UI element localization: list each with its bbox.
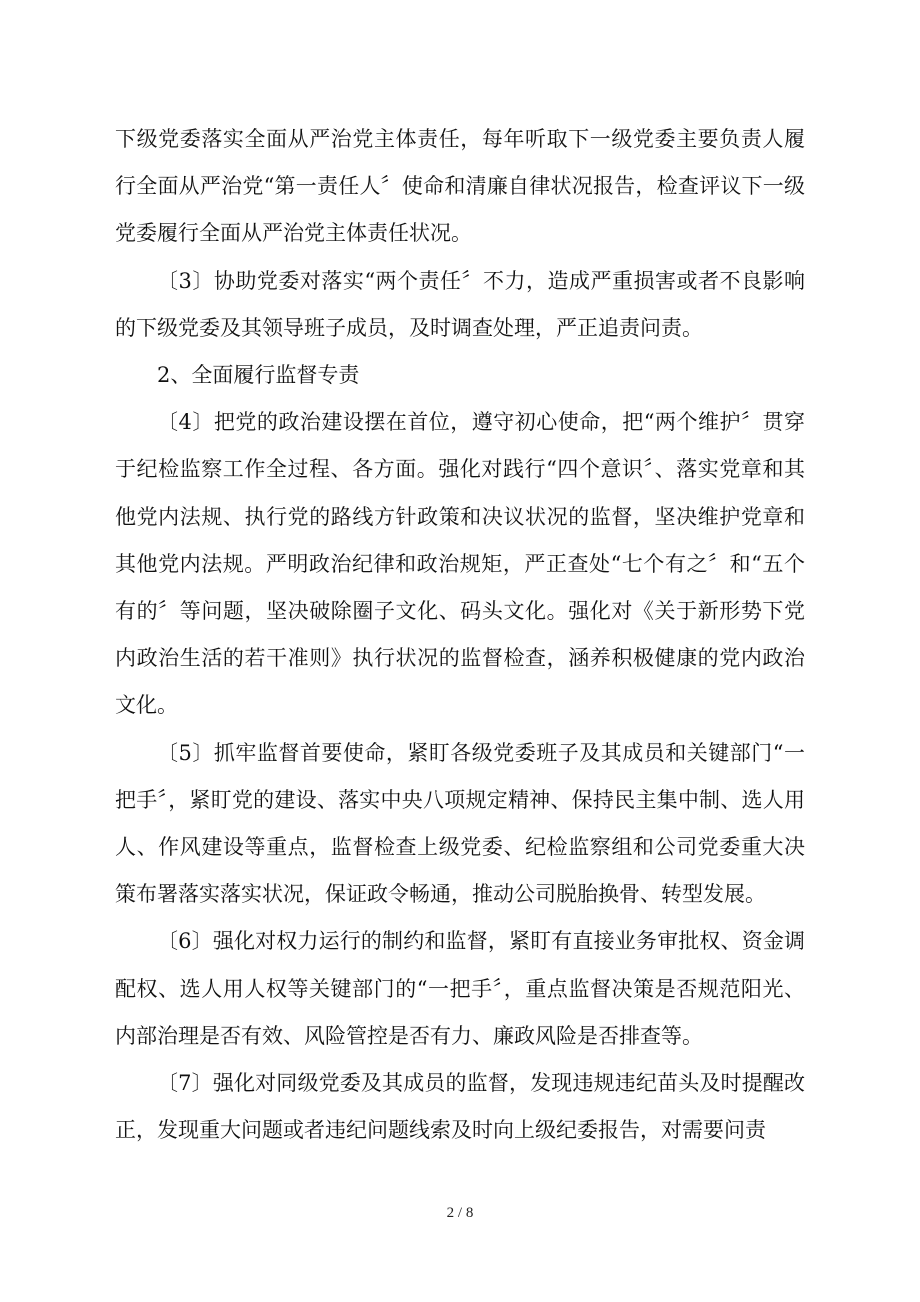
paragraph-item-6: 〔6〕强化对权力运行的制约和监督，紧盯有直接业务审批权、资金调配权、选人用人权等关键部门的“一把手〞，重点监督决策是否规范阳光、内部治理是否有效、风险管控是否有力、廉政风险是否排查等。 [115, 929, 805, 1048]
paragraph-continuation: 下级党委落实全面从严治党主体责任，每年听取下一级党委主要负责人履行全面从严治党“第一责任人〞使命和清廉自律状况报告，检查评议下一级党委履行全面从严治党主体责任状况。 [115, 127, 805, 246]
paragraph-item-4: 〔4〕把党的政治建设摆在首位，遵守初心使命，把“两个维护〞贯穿于纪检监察工作全过程、各方面。强化对践行“四个意识〞、落实党章和其他党内法规、执行党的路线方针政策和决议状况的监督，坚决维护党章和其他党内法规。严明政治纪律和政治规矩，严正查处“七个有之〞和“五个有的〞等问题，坚决破除圈子文化、码头文化。强化对《关于新形势下党内政治生活的若干准则》执行状况的监督检查，涵养积极健康的党内政治文化。 [115, 410, 805, 718]
section-heading-2: 2、全面履行监督专责 [157, 363, 360, 388]
page-number: 2 / 8 [446, 1205, 474, 1221]
paragraph-item-3: 〔3〕协助党委对落实“两个责任〞不力，造成严重损害或者不良影响的下级党委及其领导班子成员，及时调查处理，严正追责问责。 [115, 268, 805, 340]
document-body [115, 116, 805, 1154]
paragraph-item-7: 〔7〕强化对同级党委及其成员的监督，发现违规违纪苗头及时提醒改正，发现重大问题或者违纪问题线索及时向上级纪委报告，对需要问责 [115, 1071, 805, 1143]
paragraph-item-5: 〔5〕抓牢监督首要使命，紧盯各级党委班子及其成员和关键部门“一把手〞，紧盯党的建设、落实中央八项规定精神、保持民主集中制、选人用人、作风建设等重点，监督检查上级党委、纪检监察组和公司党委重大决策布署落实落实状况，保证政令畅通，推动公司脱胎换骨、转型发展。 [115, 740, 805, 907]
